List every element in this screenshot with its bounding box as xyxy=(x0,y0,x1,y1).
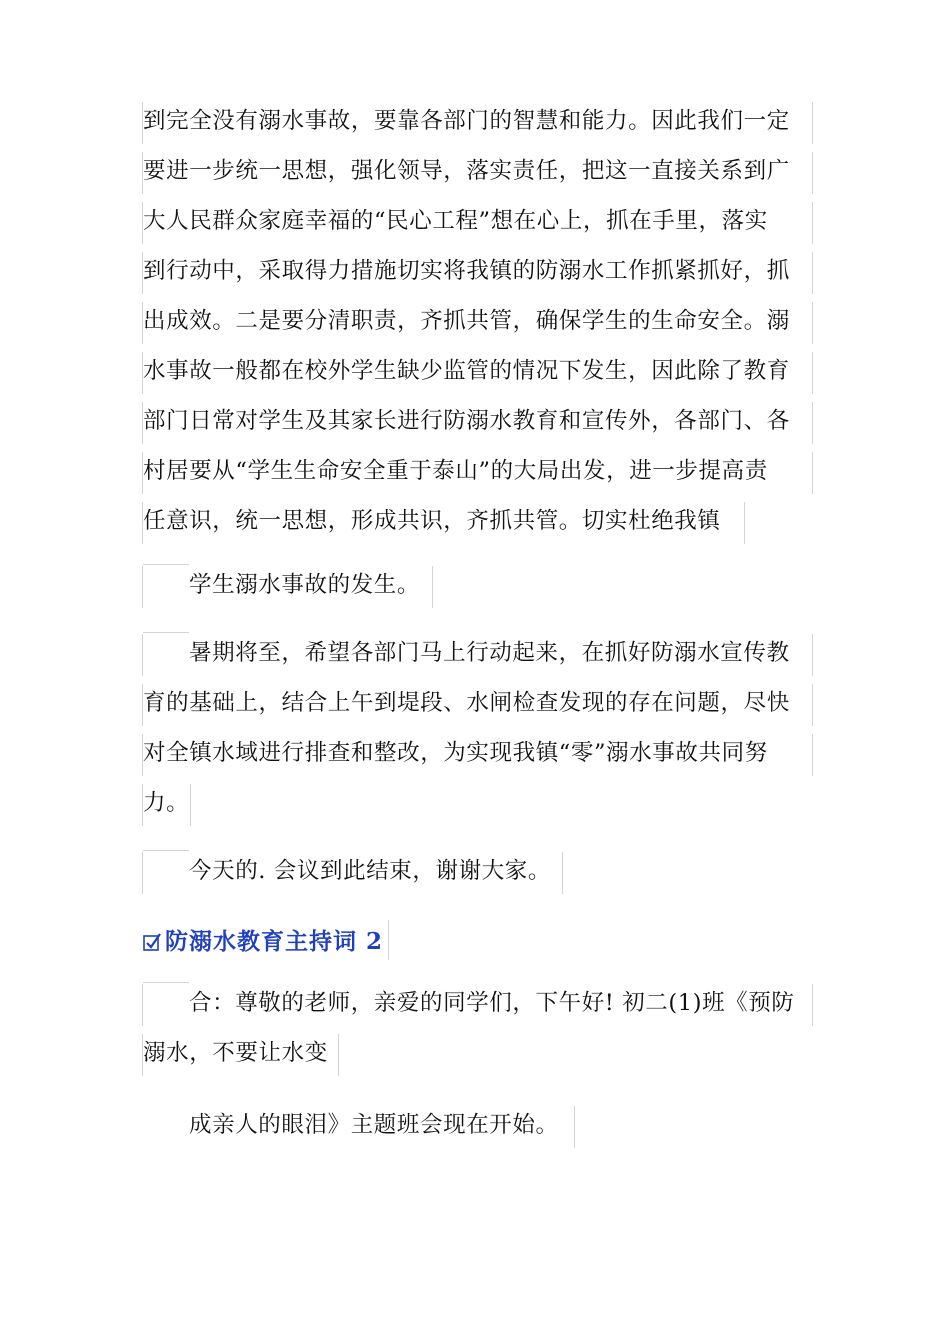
text-line: 村居要从“学生生命安全重于泰山”的大局出发，进一步提高责 xyxy=(143,446,807,496)
text-line: 溺水，不要让水变 xyxy=(143,1028,333,1078)
text-line: 到行动中，采取得力措施切实将我镇的防溺水工作抓紧抓好，抓 xyxy=(143,246,807,296)
heading-text: 防溺水教育主持词 2 xyxy=(165,927,384,955)
text-line: 出成效。二是要分清职责，齐抓共管，确保学生的生命安全。溺 xyxy=(143,296,807,346)
paragraph-3 xyxy=(143,628,807,828)
paragraph-2 xyxy=(143,560,427,610)
paragraph-4 xyxy=(143,846,557,896)
paragraph-5 xyxy=(143,978,807,1078)
text-line: 水事故一般都在校外学生缺少监管的情况下发生，因此除了教育 xyxy=(143,346,807,396)
text-line: 学生溺水事故的发生。 xyxy=(143,560,427,610)
text-line: 今天的. 会议到此结束，谢谢大家。 xyxy=(143,846,557,896)
text-line: 大人民群众家庭幸福的“民心工程”想在心上，抓在手里，落实 xyxy=(143,196,807,246)
text-line: 对全镇水域进行排查和整改，为实现我镇“零”溺水事故共同努 xyxy=(143,728,807,778)
text-line: 要进一步统一思想，强化领导，落实责任，把这一直接关系到广 xyxy=(143,146,807,196)
checkbox-checked-icon xyxy=(143,933,161,951)
text-line: 成亲人的眼泪》主题班会现在开始。 xyxy=(143,1100,569,1150)
text-line: 育的基础上，结合上午到堤段、水闸检查发现的存在问题，尽快 xyxy=(143,678,807,728)
paragraph-6 xyxy=(143,1100,569,1150)
text-line: 暑期将至，希望各部门马上行动起来，在抓好防溺水宣传教 xyxy=(143,628,807,678)
paragraph-1 xyxy=(143,96,807,546)
text-line: 部门日常对学生及其家长进行防溺水教育和宣传外，各部门、各 xyxy=(143,396,807,446)
text-line: 合：尊敬的老师，亲爱的同学们，下午好! 初二(1)班《预防 xyxy=(143,978,807,1028)
section-heading xyxy=(143,916,383,962)
text-line: 任意识，统一思想，形成共识，齐抓共管。切实杜绝我镇 xyxy=(143,496,739,546)
text-line: 到完全没有溺水事故，要靠各部门的智慧和能力。因此我们一定 xyxy=(143,96,807,146)
text-line: 力。 xyxy=(143,778,185,828)
